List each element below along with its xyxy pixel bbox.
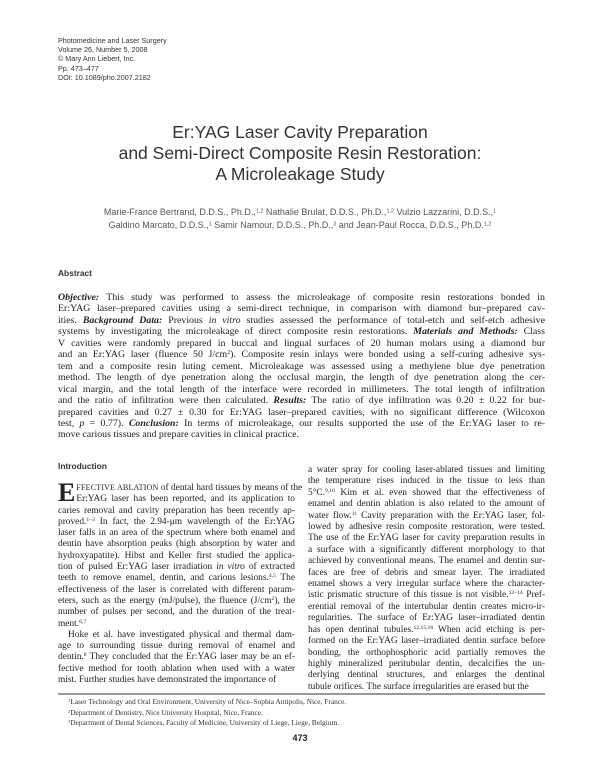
page-number: 473 bbox=[292, 733, 308, 743]
text-line bbox=[68, 708, 346, 719]
superscript-ref: 9,10 bbox=[325, 488, 335, 494]
title-line: A Microleakage Study bbox=[215, 164, 385, 184]
text-run: 5°C. bbox=[308, 487, 326, 498]
text-line bbox=[308, 476, 545, 487]
text-run: hydroxyapatite). Hibst and Keller first studied the applica- bbox=[58, 550, 295, 561]
text-line bbox=[58, 664, 295, 675]
text-line bbox=[308, 613, 545, 624]
text-run: Samir Namour, D.D.S., Ph.D., bbox=[211, 220, 334, 230]
text-run: effectiveness of the laser is correlated with different param- bbox=[58, 584, 295, 595]
text-line bbox=[58, 641, 295, 652]
superscript-ref: 2 bbox=[68, 708, 71, 714]
text-run: dentin have absorption peaks (high absorption by water and bbox=[58, 539, 295, 550]
text-run: teeth to remove enamel, dentin, and carious lesions. bbox=[58, 573, 269, 584]
superscript-ref: 6,7 bbox=[79, 618, 87, 625]
superscript-ref: 3 bbox=[68, 718, 71, 724]
text-run: = 0.77). bbox=[84, 417, 129, 429]
text-run: This study was performed to assess the microleakage of composite resin restorations bonded in bbox=[99, 292, 545, 303]
text-line bbox=[58, 494, 295, 505]
journal-info bbox=[58, 36, 167, 82]
text-run: erential removal of the intertubular dentin creates micro-ir- bbox=[308, 601, 545, 612]
text-line bbox=[308, 568, 545, 579]
text-run: formed on the Er:YAG laser–irradiated dentin surface before bbox=[308, 636, 545, 647]
author-list bbox=[0, 206, 600, 232]
text-line bbox=[308, 602, 545, 613]
superscript-ref: 4,5 bbox=[268, 573, 276, 580]
text-line bbox=[308, 522, 545, 533]
emphasis-text: Background Data: bbox=[82, 314, 163, 326]
right-column bbox=[308, 465, 545, 693]
emphasis-text: Materials and Methods: bbox=[413, 326, 518, 338]
text-line bbox=[58, 361, 545, 372]
text-run: ), the bbox=[274, 595, 296, 606]
text-line bbox=[58, 528, 295, 539]
text-run: Department of Dental Sciences, Faculty of Medicine, University of Liege, Liege, Belgium. bbox=[70, 718, 340, 727]
text-line bbox=[58, 326, 545, 337]
text-run: tubule orifices. The surface irregularities are erased but the bbox=[308, 681, 529, 692]
text-run: Pref- bbox=[522, 590, 546, 601]
text-run: laser falls in an area of the spectrum where both enamel and bbox=[58, 528, 295, 539]
text-line bbox=[308, 636, 545, 647]
text-run: In fact, the 2.94-μm wavelength of the Er:YAG bbox=[94, 516, 295, 527]
text-run: Er:YAG laser–prepared cavities using a semi-direct technique, in comparison with diamond bur–prepared cav- bbox=[58, 303, 545, 315]
text-line bbox=[0, 206, 600, 219]
text-line bbox=[58, 630, 295, 641]
text-run: Cavity preparation with the Er:YAG laser, fol- bbox=[357, 510, 545, 521]
emphasis-text: in vitro bbox=[208, 314, 241, 326]
text-line bbox=[58, 482, 303, 494]
emphasis-text: FFECTIVE ABLATION bbox=[76, 483, 159, 492]
superscript-ref: 2 bbox=[271, 596, 275, 603]
emphasis-text: Results: bbox=[273, 395, 307, 407]
text-run: ities. bbox=[58, 314, 83, 326]
emphasis-text: p bbox=[79, 417, 85, 429]
text-line bbox=[58, 303, 545, 314]
text-run: a water spray for cooling laser-ablated tissues and limiting bbox=[308, 465, 545, 475]
superscript-ref: 12,15,16 bbox=[413, 624, 434, 631]
text-line bbox=[58, 372, 545, 383]
text-line bbox=[58, 395, 545, 406]
text-run: fective method for tooth ablation when used with a water bbox=[58, 663, 295, 674]
text-line bbox=[308, 648, 545, 659]
text-line bbox=[58, 315, 545, 326]
text-run: faces are free of debris and smear layer. The irradiated bbox=[308, 567, 545, 578]
abstract-heading: Abstract bbox=[58, 268, 92, 278]
text-line bbox=[58, 338, 545, 349]
left-column bbox=[58, 478, 303, 686]
text-run: proved. bbox=[58, 516, 87, 527]
text-run: of extracted bbox=[244, 562, 295, 573]
page-range: Pp. 473–477 bbox=[58, 63, 99, 73]
text-line bbox=[58, 675, 295, 686]
superscript-ref: 1,2 bbox=[483, 221, 492, 228]
footnote-divider bbox=[58, 693, 545, 695]
text-run: and the ratio of infiltration were then calculated. bbox=[58, 395, 274, 407]
text-run: ment. bbox=[58, 618, 80, 629]
text-run: highly mineralized peritubular dentin, decalcifies the un- bbox=[308, 658, 545, 669]
text-run: bonding, the orthophosphoric acid partially removes the bbox=[308, 647, 545, 658]
text-line bbox=[308, 625, 545, 636]
text-run: systems by investigating the microleakage of direct composite resin restorations. bbox=[58, 326, 414, 338]
text-line bbox=[58, 418, 545, 429]
emphasis-text: in vitro bbox=[216, 562, 245, 573]
text-line bbox=[308, 590, 545, 601]
text-run: and an Er:YAG laser (fluence 50 J/cm bbox=[58, 349, 228, 361]
superscript-ref: 1 bbox=[68, 697, 71, 703]
text-line bbox=[308, 579, 545, 590]
text-run: studies assessed the performance of total-etch and self-etch adhesive bbox=[240, 314, 545, 326]
text-run: enamel and dentin ablation is also related to the amount of bbox=[308, 499, 545, 510]
article-title bbox=[0, 122, 600, 185]
text-run: caries removal and cavity preparation has been recently ap- bbox=[58, 505, 295, 516]
text-run: has open dentinal tubules. bbox=[308, 624, 414, 635]
text-line bbox=[308, 533, 545, 544]
text-run: enamel shows a very irregular surface where the character- bbox=[308, 579, 545, 590]
text-line bbox=[308, 511, 545, 522]
text-run: a surface with a significantly different morphology to that bbox=[308, 544, 545, 555]
text-line bbox=[58, 407, 545, 418]
introduction-heading: Introduction bbox=[58, 461, 107, 471]
text-run: When acid etching is per- bbox=[433, 624, 545, 635]
text-run: Marie-France Bertrand, D.D.S., Ph.D., bbox=[103, 207, 256, 217]
superscript-ref: 8 bbox=[83, 652, 87, 659]
text-line bbox=[68, 718, 346, 729]
text-line bbox=[58, 292, 545, 303]
text-run: Department of Dentistry, Nice University Hospital, Nice, France. bbox=[70, 707, 263, 717]
doi: DOI: 10.1089/pho.2007.2182 bbox=[58, 72, 151, 82]
text-line bbox=[308, 556, 545, 567]
text-run: regularities. The surface of Er:YAG laser–irradiated dentin bbox=[308, 613, 545, 624]
text-run: They concluded that the Er:YAG laser may be an ef- bbox=[86, 652, 295, 663]
text-line bbox=[58, 539, 295, 550]
paragraph bbox=[58, 478, 303, 630]
journal-name: Photomedicine and Laser Surgery bbox=[58, 36, 167, 45]
text-run: vical margin, and the total length of the interface were recorded in millimeters. The total length of infiltration bbox=[58, 383, 545, 395]
superscript-ref: 1,2 bbox=[255, 208, 264, 215]
text-line bbox=[308, 488, 545, 499]
text-run: prepared cavities and 0.27 ± 0.30 for Er:YAG laser–prepared cavities, with no significant difference (Wilcoxon bbox=[58, 406, 545, 418]
journal-volume: Volume 26, Number 5, 2008 bbox=[58, 45, 148, 55]
paragraph bbox=[58, 630, 295, 686]
text-line bbox=[308, 499, 545, 510]
text-run: mist. Further studies have demonstrated the importance of bbox=[58, 675, 277, 686]
text-line bbox=[308, 682, 545, 693]
text-line bbox=[58, 573, 295, 584]
text-run: istic prismatic structure of this tissue is not visible. bbox=[308, 590, 509, 601]
paragraph bbox=[308, 465, 545, 693]
paragraph bbox=[58, 292, 545, 441]
text-run: The use of the Er:YAG laser for cavity preparation results in bbox=[308, 533, 545, 544]
text-run: age to surrounding tissue during removal of enamel and bbox=[58, 641, 295, 652]
superscript-ref: 2 bbox=[227, 350, 231, 357]
title-line: Er:YAG Laser Cavity Preparation bbox=[172, 122, 428, 142]
text-run: of dental hard tissues by means of the bbox=[158, 483, 303, 493]
text-run: test, bbox=[58, 417, 80, 429]
text-run: In terms of microleakage, our results supported the use of the Er:YAG laser to re- bbox=[178, 417, 546, 429]
text-line bbox=[58, 596, 295, 607]
text-run: V cavities were randomly prepared in buccal and lingual surfaces of 20 human molars using a diamond bur bbox=[58, 337, 545, 349]
text-run: derlying dentinal structures, and enlarges the dentinal bbox=[308, 670, 545, 681]
text-line bbox=[58, 429, 545, 440]
superscript-ref: 1,2 bbox=[386, 208, 394, 215]
text-run: water flow. bbox=[308, 510, 352, 521]
text-run: eters, such as the energy (mJ/pulse), the fluence (J/cm bbox=[58, 595, 272, 606]
drop-cap: E bbox=[58, 478, 76, 507]
text-line bbox=[58, 619, 295, 630]
text-run: tem and a composite resin luting cement. Microleakage was assessed using a methylene blue dye penetration bbox=[58, 360, 545, 372]
text-line bbox=[58, 562, 295, 573]
text-run: Laser Technology and Oral Environment, University of Nice–Sophia Antipolis, Nice, France. bbox=[70, 697, 347, 706]
text-run: Er:YAG laser has been reported, and its application to bbox=[76, 494, 295, 505]
text-run: method. The length of dye penetration along the occlusal margin, the length of dye penetration along the cer- bbox=[58, 372, 545, 384]
text-run: number of pulses per second, and the duration of the treat- bbox=[58, 607, 295, 618]
text-run: lowed by adhesive resin composite restoration, were tested. bbox=[308, 522, 545, 533]
text-line bbox=[58, 349, 545, 360]
superscript-ref: 11 bbox=[351, 510, 358, 517]
text-line bbox=[58, 585, 295, 596]
text-run: and Jean-Paul Rocca, D.D.S., Ph.D. bbox=[336, 220, 484, 230]
superscript-ref: 3 bbox=[333, 221, 337, 228]
text-run: achieved by conventional means. The enamel and dentin sur- bbox=[308, 556, 545, 567]
text-line bbox=[58, 607, 295, 618]
text-run: the temperature rises induced in the tissue to less than bbox=[308, 476, 545, 487]
text-line bbox=[58, 517, 295, 528]
text-run: Galdino Marcato, D.D.S., bbox=[108, 220, 209, 230]
text-run: dentin. bbox=[58, 652, 84, 663]
superscript-ref: 1 bbox=[493, 208, 497, 215]
text-line bbox=[308, 465, 545, 476]
text-line bbox=[58, 551, 295, 562]
left-column-text bbox=[58, 478, 303, 686]
text-line bbox=[308, 670, 545, 681]
text-run: The ratio of dye infiltration was 0.20 ± 0.22 for bur- bbox=[306, 395, 545, 407]
text-run: Previous bbox=[162, 314, 209, 326]
emphasis-text: Objective: bbox=[58, 292, 100, 303]
text-run: Class bbox=[517, 326, 545, 338]
text-line bbox=[308, 659, 545, 670]
text-run: move carious tissues and prepare cavities in clinical practice. bbox=[58, 429, 300, 441]
superscript-ref: 12–14 bbox=[508, 590, 523, 597]
emphasis-text: Conclusion: bbox=[128, 417, 179, 429]
title-line: and Semi-Direct Composite Resin Restoration: bbox=[118, 143, 482, 163]
text-line bbox=[58, 384, 545, 395]
superscript-ref: 1–3 bbox=[86, 517, 95, 524]
text-line bbox=[0, 219, 600, 232]
text-run: Kim et al. even showed that the effectiveness of bbox=[334, 487, 545, 498]
text-line bbox=[68, 697, 346, 708]
copyright: © Mary Ann Liebert, Inc. bbox=[58, 54, 136, 64]
text-run: tion of pulsed Er:YAG laser irradiation bbox=[58, 562, 217, 573]
abstract-body bbox=[58, 292, 545, 441]
superscript-ref: 1 bbox=[208, 221, 212, 228]
text-run: ). Composite resin inlays were bonded using a self-curing adhesive sys- bbox=[230, 349, 546, 361]
text-run: Vulzio Lazzarini, D.D.S., bbox=[393, 207, 494, 217]
text-run: The bbox=[275, 573, 295, 584]
text-run: Nathalie Brulat, D.D.S., Ph.D., bbox=[263, 207, 387, 217]
text-line bbox=[308, 545, 545, 556]
footnotes bbox=[68, 697, 346, 729]
text-line bbox=[58, 506, 295, 517]
text-run: Hoke et al. have investigated physical and thermal dam- bbox=[68, 629, 295, 640]
text-line bbox=[58, 652, 295, 663]
